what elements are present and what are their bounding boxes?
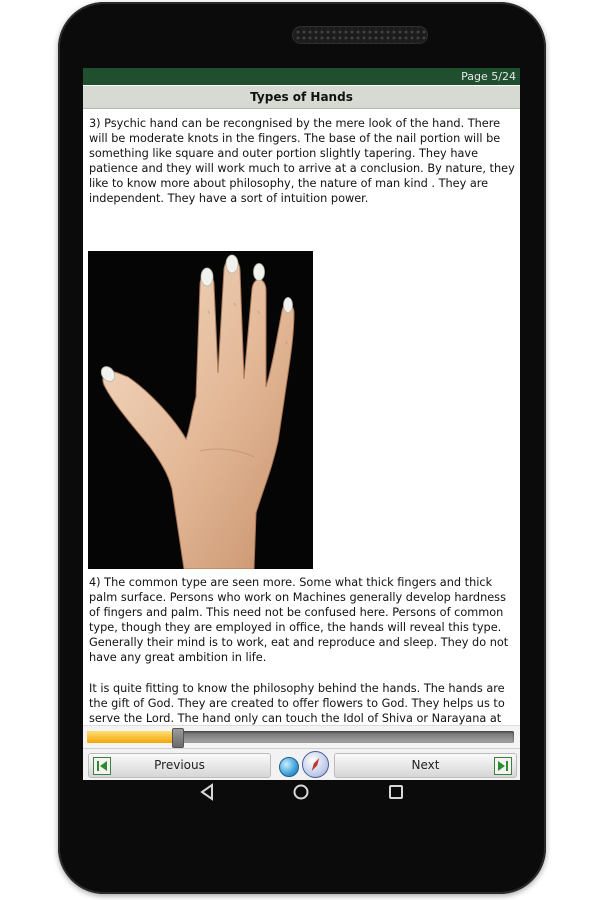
hand-image: [88, 251, 313, 569]
app-screen: [83, 68, 520, 780]
page-title: Types of Hands: [83, 86, 520, 109]
page-navigation: [83, 748, 520, 780]
next-label: Next: [411, 758, 440, 772]
paragraph-psychic-hand: 3) Psychic hand can be recongnised by the mere look of the hand. There will be moderate knots in the fingers. The base of the nail portion will be something like square and outer portion slightly tapering. They have patience and they will work much to arrive at a conclusion. By nature, they like to know more about philosophy, the nature of man kind . They are independent. They have a sort of intuition power.: [89, 117, 515, 205]
reading-progress: [83, 725, 520, 748]
progress-fill: [87, 731, 177, 743]
previous-button[interactable]: [88, 753, 271, 778]
status-bar: [83, 68, 520, 85]
previous-label: Previous: [154, 758, 205, 772]
progress-slider[interactable]: [87, 731, 514, 743]
paragraph-philosophy: It is quite fitting to know the philosophy behind the hands. The hands are the gift of God. They are created to offer flowers to God. They helps us to serve the Lord. The hand only can touch the Idol of Shiva or Narayana at: [89, 682, 505, 725]
back-triangle-icon[interactable]: [199, 783, 217, 805]
page-indicator: Page 5/24: [461, 70, 516, 83]
next-button[interactable]: [334, 753, 517, 778]
slider-thumb[interactable]: [172, 728, 184, 748]
bubble-icon[interactable]: [279, 757, 299, 777]
recent-apps-square-icon[interactable]: [387, 783, 405, 805]
speaker-grille: [292, 26, 428, 44]
home-circle-icon[interactable]: [292, 783, 310, 805]
paragraph-common-type: 4) The common type are seen more. Some what thick fingers and thick palm surface. Persons who work on Machines generally develop hardness of fingers and palm. This need not be confused here. Persons of common type, though they are employed in office, the hands will reveal this type. Generally their mind is to work, eat and reproduce and sleep. They do not have any great ambition in life.: [89, 576, 509, 664]
compass-icon[interactable]: [302, 751, 329, 778]
reading-content[interactable]: [83, 109, 520, 725]
skip-next-icon: [494, 757, 512, 775]
